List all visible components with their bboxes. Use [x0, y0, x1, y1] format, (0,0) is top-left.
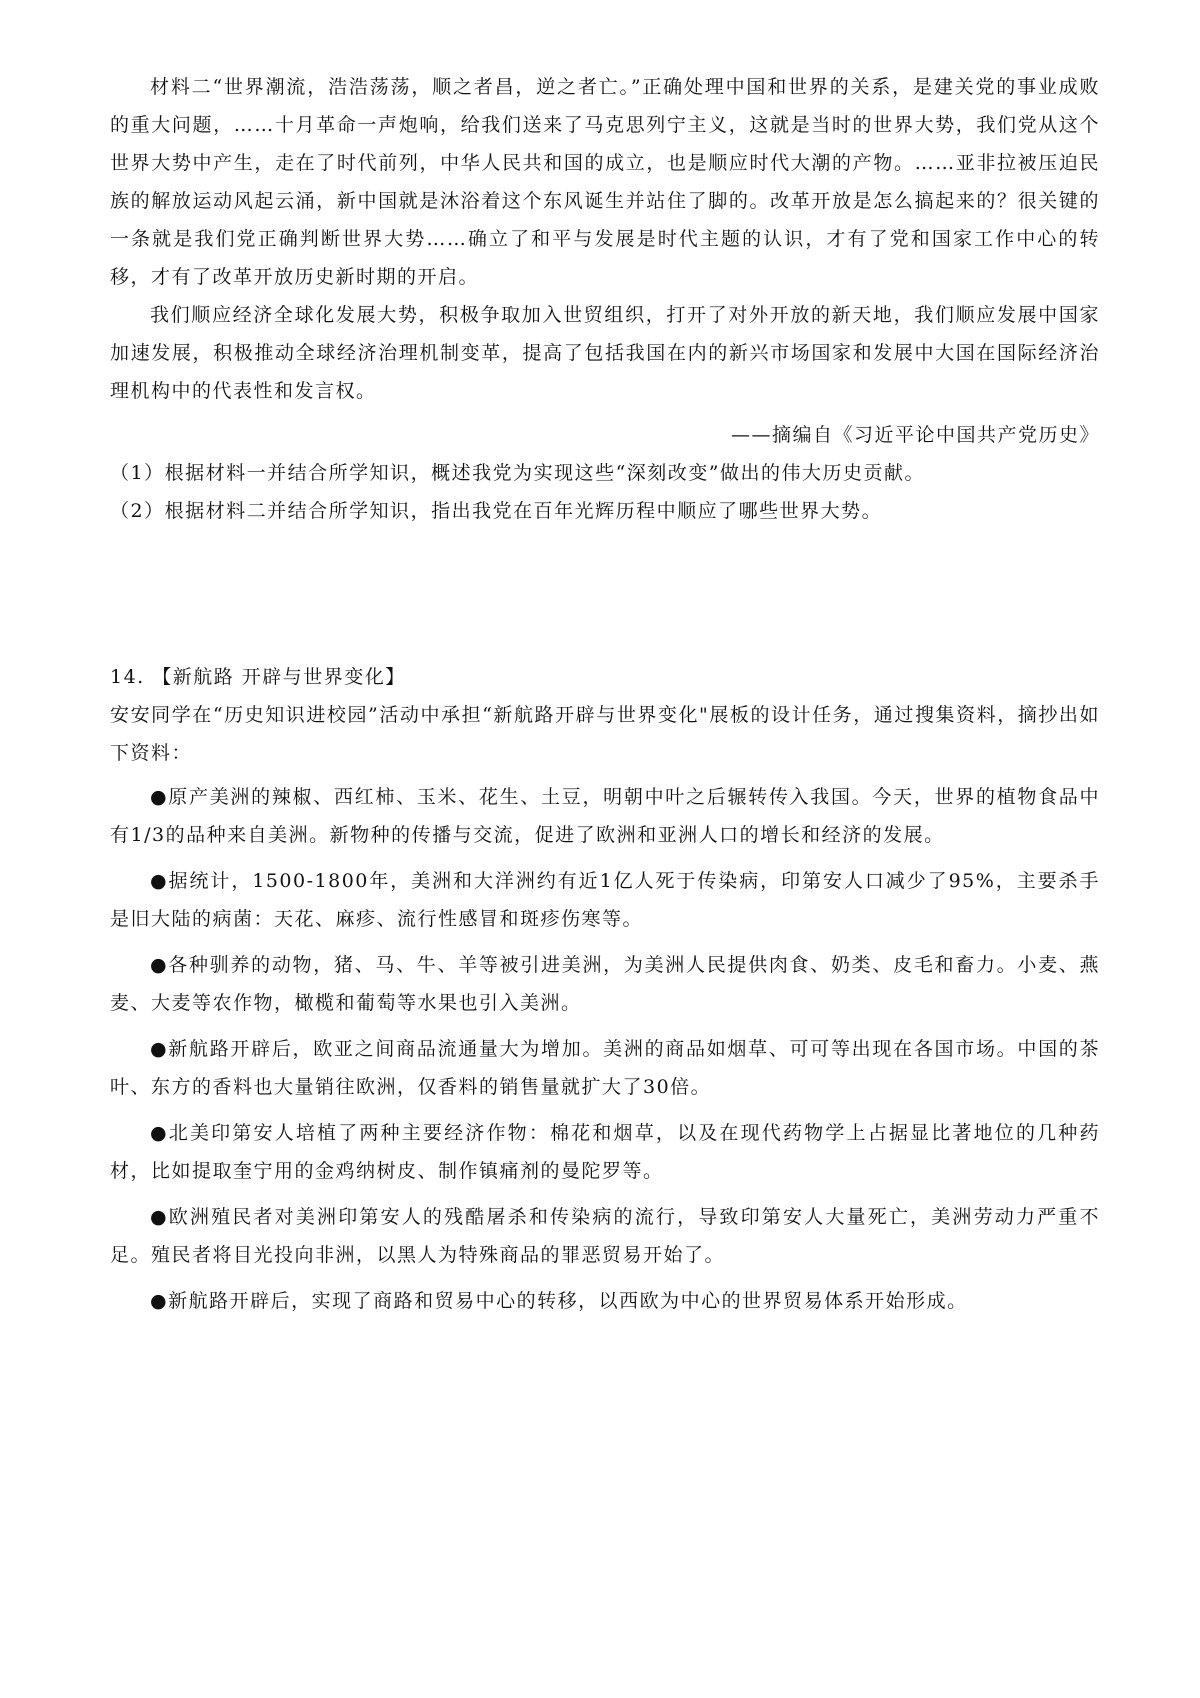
material-bullet: ●北美印第安人培植了两种主要经济作物：棉花和烟草，以及在现代药物学上占据显比著地位的几种药材，比如提取奎宁用的金鸡纳树皮、制作镇痛剂的曼陀罗等。	[110, 1122, 1100, 1182]
material2-paragraph-1: 材料二“世界潮流，浩浩荡荡，顺之者昌，逆之者亡。”正确处理中国和世界的关系，是建关党的事业成败的重大问题，……十月革命一声炮响，给我们送来了马克思列宁主义，这就是当时的世界大势，我们党从这个世界大势中产生，走在了时代前列，中华人民共和国的成立，也是顺应时代大潮的产物。……亚非拉被压迫民族的解放运动风起云涌，新中国就是沐浴着这个东风诞生并站住了脚的。改革开放是怎么搞起来的？很关键的一条就是我们党正确判断世界大势……确立了和平与发展是时代主题的认识，才有了党和国家工作中心的转移，才有了改革开放历史新时期的开启。	[110, 76, 1100, 288]
question-2: （2）根据材料二并结合所学知识，指出我党在百年光辉历程中顺应了哪些世界大势。	[110, 500, 883, 522]
question-1: （1）根据材料一并结合所学知识，概述我党为实现这些“深刻改变”做出的伟大历史贡献。	[110, 462, 926, 484]
material-bullet: ●各种驯养的动物，猪、马、牛、羊等被引进美洲，为美洲人民提供肉食、奶类、皮毛和畜力。小麦、燕麦、大麦等农作物，橄榄和葡萄等水果也引入美洲。	[110, 954, 1100, 1014]
material2-source: ——摘编自《习近平论中国共产党历史》	[730, 424, 1100, 446]
material-bullet: ●据统计，1500-1800年，美洲和大洋洲约有近1亿人死于传染病，印第安人口减少了95%，主要杀手是旧大陆的病菌：天花、麻疹、流行性感冒和斑疹伤寒等。	[110, 870, 1100, 930]
material2-paragraph-2: 我们顺应经济全球化发展大势，积极争取加入世贸组织，打开了对外开放的新天地，我们顺应发展中国家加速发展，积极推动全球经济治理机制变革，提高了包括我国在内的新兴市场国家和发展中大国在国际经济治理机构中的代表性和发言权。	[110, 304, 1100, 402]
blank-answer-space	[110, 530, 1100, 658]
material-bullet: ●欧洲殖民者对美洲印第安人的残酷屠杀和传染病的流行，导致印第安人大量死亡，美洲劳动力严重不足。殖民者将目光投向非洲，以黑人为特殊商品的罪恶贸易开始了。	[110, 1206, 1100, 1266]
question-14-title: 14. 【新航路 开辟与世界变化】	[110, 666, 406, 688]
material-bullet: ●新航路开辟后，实现了商路和贸易中心的转移，以西欧为中心的世界贸易体系开始形成。	[150, 1290, 968, 1312]
material-bullet: ●原产美洲的辣椒、西红柿、玉米、花生、土豆，明朝中叶之后辗转传入我国。今天，世界的植物食品中有1/3的品种来自美洲。新物种的传播与交流，促进了欧洲和亚洲人口的增长和经济的发展。	[110, 786, 1100, 846]
material-bullet: ●新航路开辟后，欧亚之间商品流通量大为增加。美洲的商品如烟草、可可等出现在各国市场。中国的茶叶、东方的香料也大量销往欧洲，仅香料的销售量就扩大了30倍。	[110, 1038, 1100, 1098]
question-14-intro: 安安同学在“历史知识进校园”活动中承担“新航路开辟与世界变化"展板的设计任务，通过搜集资料，摘抄出如下资料：	[110, 704, 1100, 764]
